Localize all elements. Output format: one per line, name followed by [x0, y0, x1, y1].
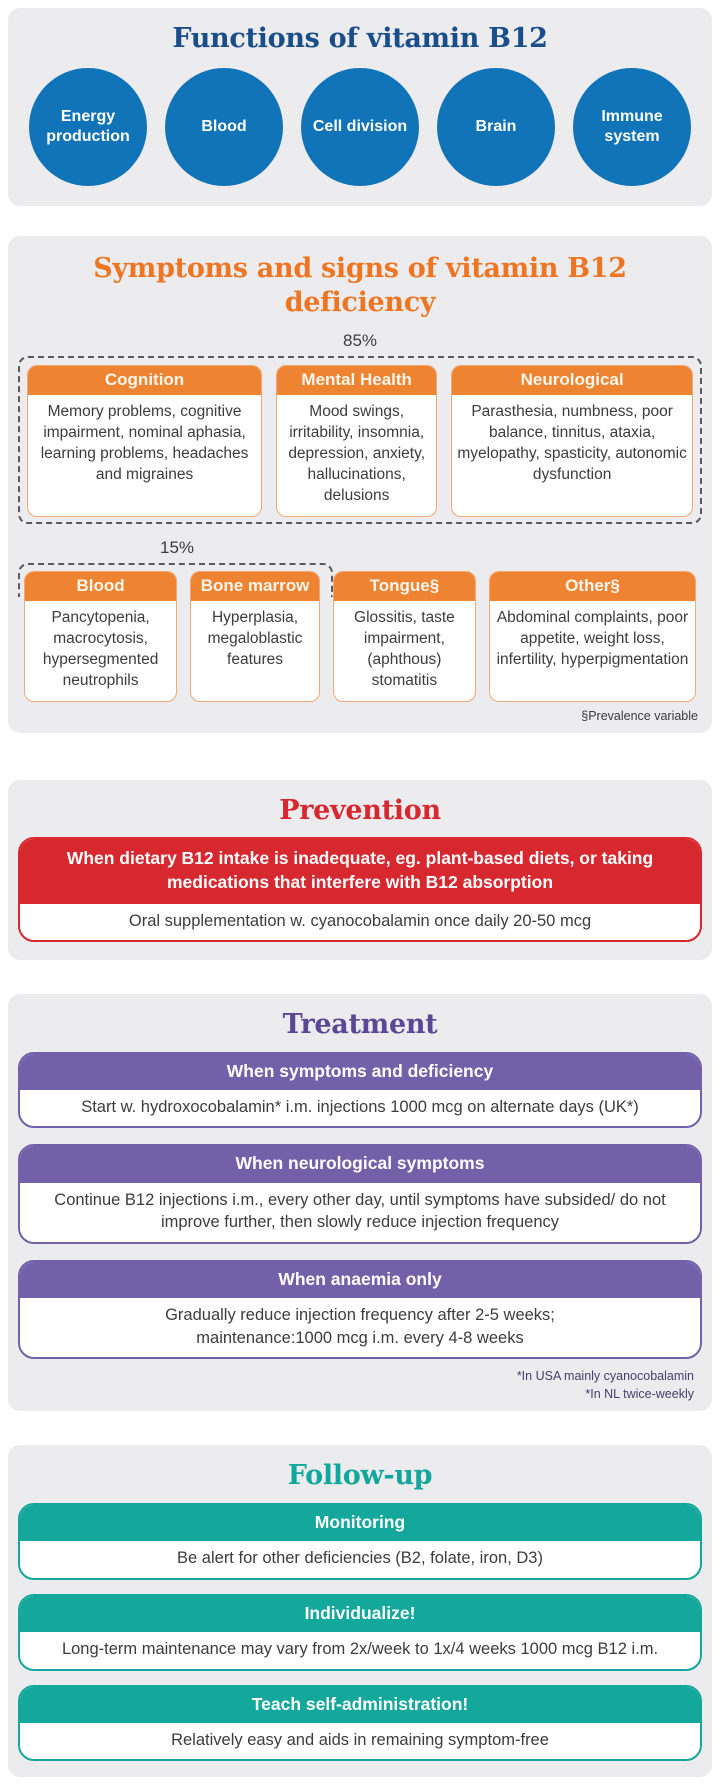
function-circle-label: Energy production	[46, 107, 130, 145]
followup-banner-individualize	[18, 1594, 702, 1671]
followup-banner-body: Be alert for other deficiencies (B2, folate, iron, D3)	[177, 1549, 543, 1568]
symptom-card-bone-marrow	[190, 571, 320, 702]
function-circle-label: Cell division	[312, 117, 408, 135]
treatment-banner-header: When neurological symptoms	[20, 1146, 700, 1183]
treatment-banner-body: Gradually reduce injection frequency after 2-5 weeks; maintenance:1000 mcg i.m. every 4-8 weeks	[165, 1306, 555, 1347]
symptom-card-body: Abdominal complaints, poor appetite, weight loss, infertility, hyperpigmentation	[496, 608, 689, 668]
symptoms-group2-wrap	[18, 563, 702, 702]
symptoms-title: Symptoms and signs of vitamin B12 deficiency	[93, 252, 627, 318]
symptom-card-tongue	[333, 571, 476, 702]
symptoms-group1-row	[27, 365, 693, 517]
followup-section	[8, 1445, 712, 1777]
treatment-banner-neurological	[18, 1144, 702, 1243]
symptom-card-header: Cognition	[28, 366, 261, 395]
treatment-footnotes	[18, 1367, 702, 1403]
treatment-banner-body: Continue B12 injections i.m., every other day, until symptoms have subsided/ do not improve further, then slowly reduce injection frequency	[54, 1191, 666, 1232]
function-circle-label: Immune system	[601, 107, 663, 145]
followup-banner-body: Long-term maintenance may vary from 2x/week to 1x/4 weeks 1000 mcg B12 i.m.	[61, 1640, 659, 1659]
symptoms-group2-percent: 15%	[160, 537, 195, 557]
followup-banner-monitoring	[18, 1503, 702, 1580]
followup-banner-body: Relatively easy and aids in remaining symptom-free	[171, 1731, 549, 1750]
functions-section	[8, 8, 712, 206]
followup-banner-self-administration	[18, 1685, 702, 1762]
treatment-footnote-usa: *In USA mainly cyanocobalamin	[516, 1368, 694, 1383]
symptom-card-body: Pancytopenia, macrocytosis, hypersegmented neutrophils	[42, 608, 159, 689]
prevention-banner-header: When dietary B12 intake is inadequate, eg. plant-based diets, or taking medications that interfere with B12 absorption	[20, 839, 700, 903]
symptoms-footnote: §Prevalence variable	[581, 708, 698, 723]
function-circle-brain	[437, 68, 555, 186]
symptom-card-blood	[24, 571, 177, 702]
treatment-footnote-nl: *In NL twice-weekly	[585, 1386, 694, 1401]
function-circle-label: Blood	[201, 117, 247, 135]
treatment-banner-header: When anaemia only	[20, 1262, 700, 1299]
followup-banner-header: Teach self-administration!	[20, 1687, 700, 1724]
treatment-banner-anaemia	[18, 1260, 702, 1359]
treatment-title: Treatment	[282, 1008, 438, 1040]
function-circle-immune	[573, 68, 691, 186]
symptom-card-header: Bone marrow	[191, 572, 319, 601]
followup-banner-header: Monitoring	[20, 1505, 700, 1542]
symptoms-group2-row	[18, 563, 702, 702]
prevention-section	[8, 780, 712, 960]
symptom-card-header: Mental Health	[277, 366, 436, 395]
symptoms-group1-percent: 85%	[342, 331, 378, 351]
treatment-banner-symptoms-deficiency	[18, 1052, 702, 1129]
symptom-card-body: Mood swings, irritability, insomnia, depression, anxiety, hallucinations, delusions	[288, 403, 426, 504]
followup-title: Follow-up	[287, 1460, 433, 1492]
function-circle-cell-division	[301, 68, 419, 186]
prevention-banner	[18, 837, 702, 942]
symptom-card-cognition	[27, 365, 262, 517]
symptom-card-header: Tongue§	[334, 572, 475, 601]
symptom-card-body: Hyperplasia, megaloblastic features	[207, 608, 303, 668]
functions-title: Functions of vitamin B12	[172, 23, 548, 54]
symptom-card-body: Memory problems, cognitive impairment, nominal aphasia, learning problems, headaches and migraines	[40, 403, 249, 484]
symptom-card-mental-health	[276, 365, 437, 517]
treatment-section	[8, 994, 712, 1411]
symptom-card-body: Glossitis, taste impairment, (aphthous) stomatitis	[354, 608, 455, 689]
function-circle-blood	[165, 68, 283, 186]
functions-circle-row	[18, 68, 702, 186]
treatment-banner-body: Start w. hydroxocobalamin* i.m. injections 1000 mcg on alternate days (UK*)	[81, 1098, 639, 1117]
symptoms-group1-dashed-box	[18, 356, 702, 524]
symptom-card-other	[489, 571, 696, 702]
prevention-banner-body: Oral supplementation w. cyanocobalamin once daily 20-50 mcg	[128, 911, 592, 930]
symptom-card-neurological	[451, 365, 693, 517]
function-circle-label: Brain	[475, 117, 517, 135]
followup-banner-header: Individualize!	[20, 1596, 700, 1633]
symptom-card-header: Neurological	[452, 366, 692, 395]
function-circle-energy	[29, 68, 147, 186]
prevention-title: Prevention	[279, 794, 441, 826]
symptoms-section	[8, 236, 712, 733]
treatment-banner-header: When symptoms and deficiency	[20, 1054, 700, 1091]
symptom-card-body: Parasthesia, numbness, poor balance, tinnitus, ataxia, myelopathy, spasticity, autonomic dysfunction	[457, 403, 687, 484]
symptom-card-header: Blood	[25, 572, 176, 601]
symptom-card-header: Other§	[490, 572, 695, 601]
